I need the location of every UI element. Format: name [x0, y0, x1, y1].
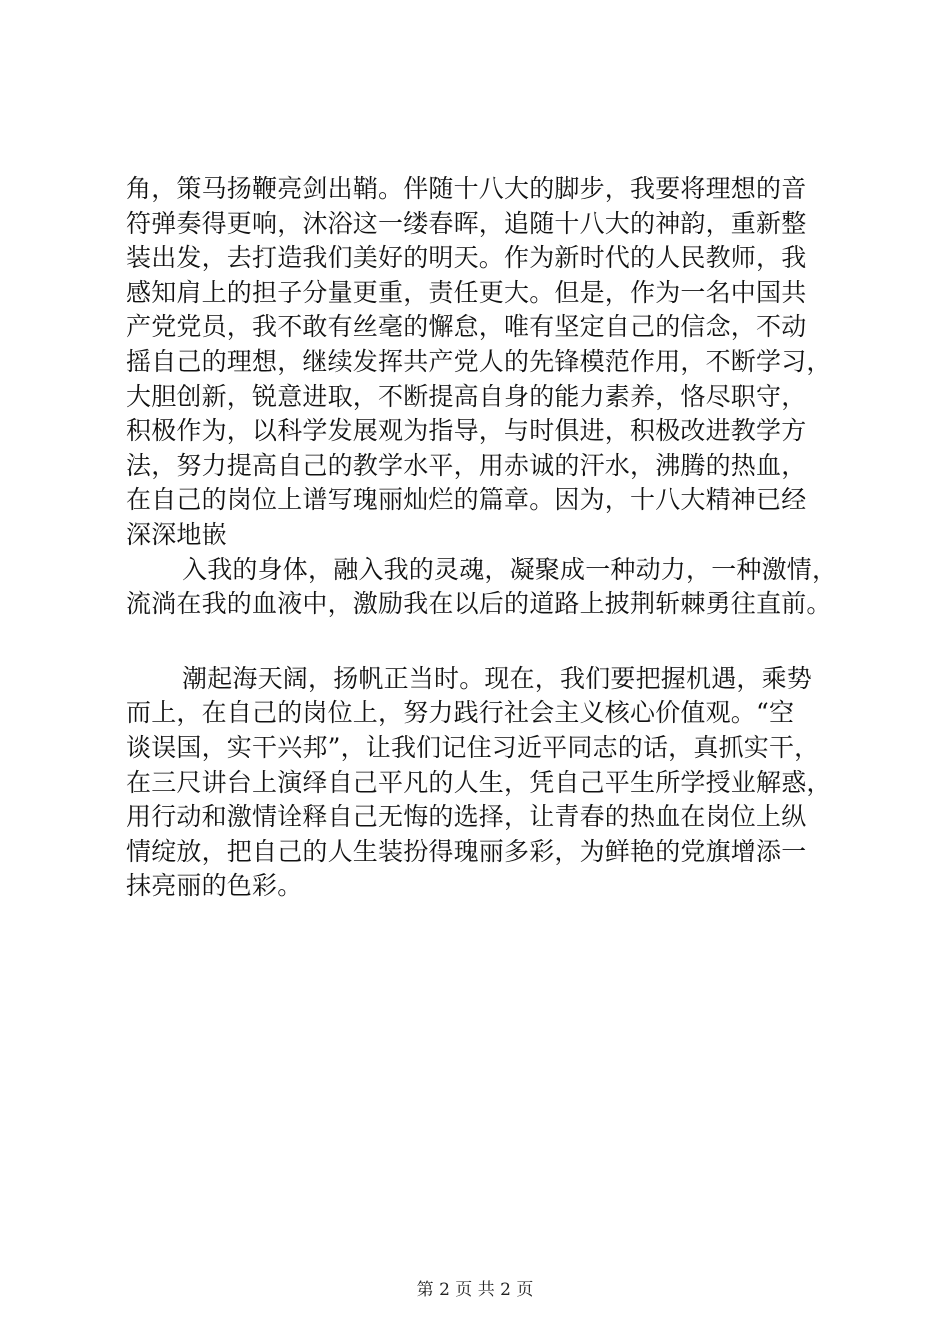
text-line: 流淌在我的血液中，激励我在以后的道路上披荆斩棘勇往直前。 — [126, 589, 832, 619]
text-line: 大胆创新，锐意进取，不断提高自身的能力素养，恪尽职守， — [126, 381, 807, 411]
text-line: 感知肩上的担子分量更重，责任更大。但是，作为一名中国共 — [126, 277, 807, 307]
text-line: 装出发，去打造我们美好的明天。作为新时代的人民教师，我 — [126, 243, 807, 273]
text-line: 产党党员，我不敢有丝毫的懈怠，唯有坚定自己的信念，不动 — [126, 312, 807, 342]
text-line: 在自己的岗位上谱写瑰丽灿烂的篇章。因为，十八大精神已经 — [126, 485, 807, 515]
text-line: 而上，在自己的岗位上，努力践行社会主义核心价值观。“空 — [126, 698, 795, 728]
text-line: 抹亮丽的色彩。 — [126, 871, 303, 901]
text-line: 积极作为，以科学发展观为指导，与时俱进，积极改进教学方 — [126, 416, 807, 446]
text-line: 符弹奏得更响，沐浴这一缕春晖，追随十八大的神韵，重新整 — [126, 208, 807, 238]
text-line: 在三尺讲台上演绎自己平凡的人生，凭自己平生所学授业解惑， — [126, 767, 832, 797]
text-line: 角，策马扬鞭亮剑出鞘。伴随十八大的脚步，我要将理想的音 — [126, 174, 807, 203]
text-line: 谈误国，实干兴邦”，让我们记住习近平同志的话，真抓实干， — [126, 732, 820, 762]
document-body — [126, 172, 856, 904]
text-line: 摇自己的理想，继续发挥共产党人的先锋模范作用，不断学习， — [126, 346, 832, 376]
paragraph-gap — [126, 622, 856, 662]
text-line: 用行动和激情诠释自己无悔的选择，让青春的热血在岗位上纵 — [126, 802, 807, 832]
text-line: 潮起海天阔，扬帆正当时。现在，我们要把握机遇，乘势 — [182, 663, 813, 693]
text-line: 入我的身体，融入我的灵魂，凝聚成一种动力，一种激情， — [182, 554, 838, 584]
text-line: 法，努力提高自己的教学水平，用赤诚的汗水，沸腾的热血， — [126, 450, 807, 480]
paragraph-3 — [126, 662, 856, 904]
paragraph-2 — [126, 553, 856, 622]
paragraph-1 — [126, 172, 856, 553]
text-line: 情绽放，把自己的人生装扮得瑰丽多彩，为鲜艳的党旗增添一 — [126, 836, 807, 866]
page-number-footer: 第 2 页 共 2 页 — [416, 1280, 534, 1300]
text-line: 深深地嵌 — [126, 519, 227, 549]
